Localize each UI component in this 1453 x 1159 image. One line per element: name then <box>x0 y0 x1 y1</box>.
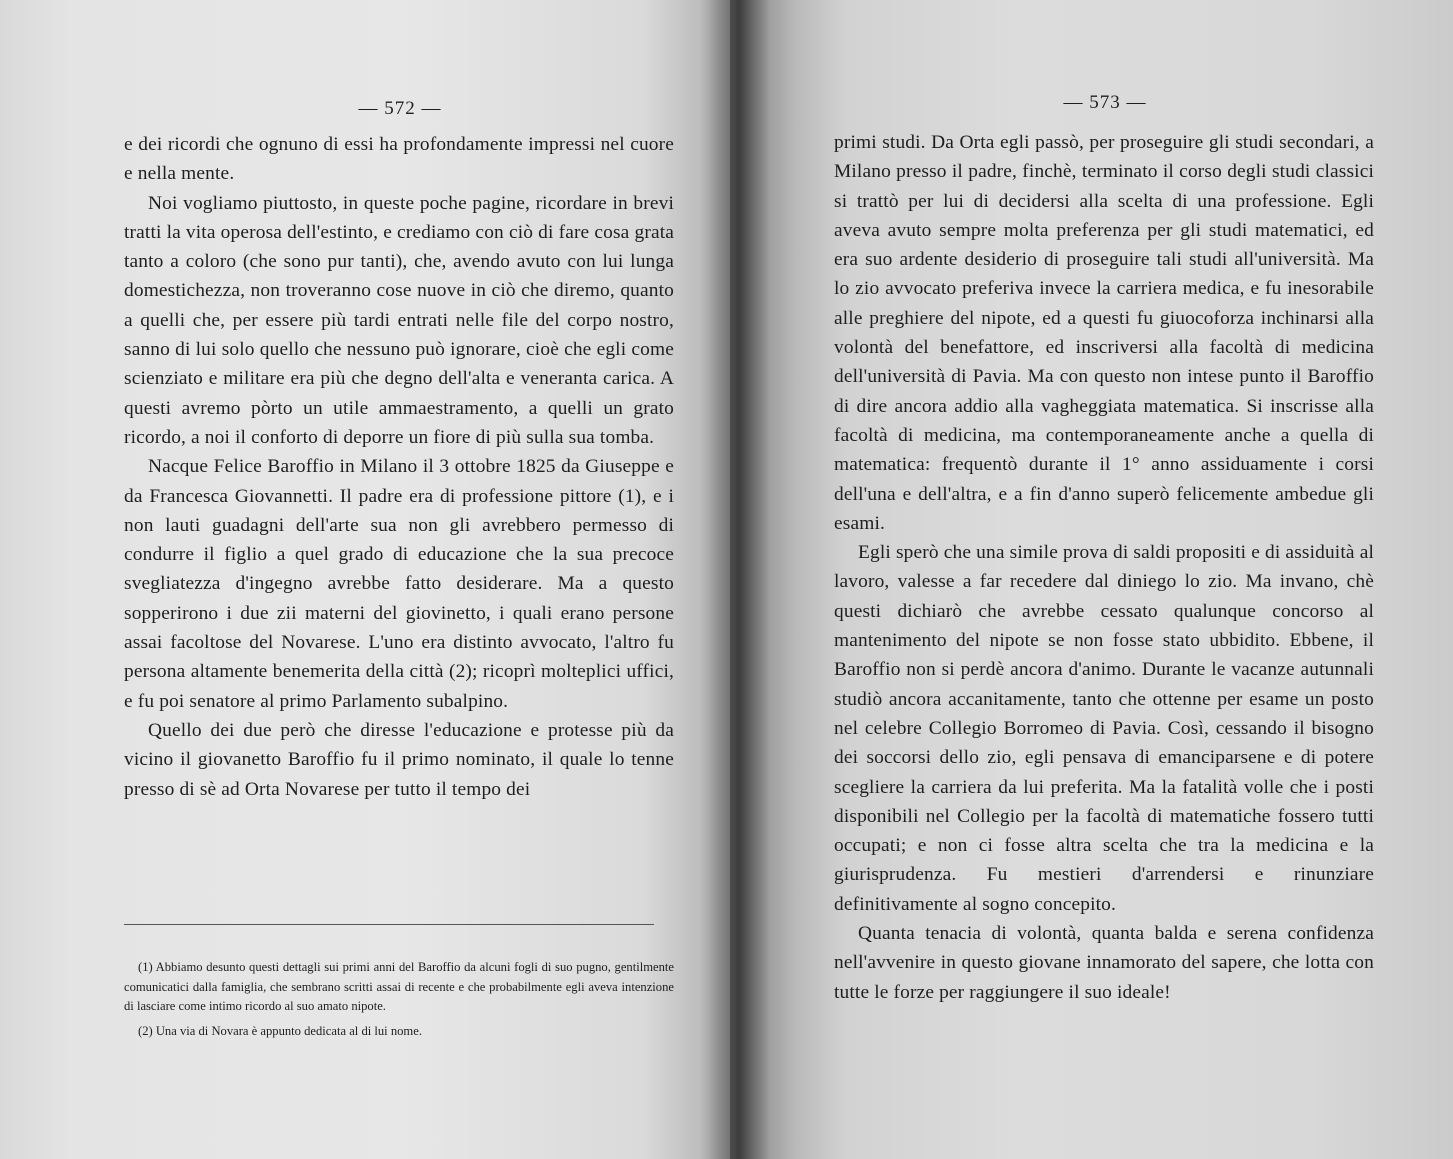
paragraph: e dei ricordi che ognuno di essi ha profondamente impressi nel cuore e nella mente. <box>124 134 674 185</box>
page-number-right: — 573 — <box>1063 92 1147 113</box>
paragraph: Egli sperò che una simile prova di saldi propositi e di assiduità al lavoro, valesse a far recedere dal diniego lo zio. Ma invano, chè questi dichiarò che avrebbe cessato qualunque concorso al mantenimento del nipote se non fosse stato ubbidito. Ebbene, il Baroffio non si perdè ancora d'animo. Durante le vacanze autunnali studiò ancora accanitamente, tanto che ottenne per esame un posto nel celebre Collegio Borromeo di Pavia. Così, cessando il bisogno dei soccorsi dello zio, egli pensava di emanciparsene e di potere scegliere la carriera da lui preferita. Ma la fatalità volle che i posti disponibili nel Collegio per la facoltà di matematiche fossero tutti occupati; e non ci fosse altra scelta che tra la medicina e la giurisprudenza. Fu mestieri d'arrendersi e rinunziare definitivamente al sogno concepito. <box>834 542 1374 915</box>
paragraph: Noi vogliamo piuttosto, in queste poche pagine, ricordare in brevi tratti la vita operosa dell'estinto, e crediamo con ciò di fare cosa grata tanto a coloro (che sono pur tanti), che, avendo avuto con lui lunga domestichezza, non troveranno cose nuove in ciò che diremo, quanto a quelli che, per essere più tardi entrati nelle file del corpo nostro, sanno di lui solo quello che nessuno può ignorare, cioè che egli come scienziato e militare era più che degno dell'alta e veneranta carica. A questi avremo pòrto un utile ammaestramento, a quelli un grato ricordo, a noi il conforto di deporre un fiore di più sulla sua tomba. <box>124 192 674 448</box>
footnote-divider <box>124 924 654 925</box>
book-spine-shadow <box>700 0 770 1159</box>
paragraph: Quanta tenacia di volontà, quanta balda e serena confidenza nell'avvenire in questo giovane innamorato del sapere, che lotta con tutte le forze per raggiungere il suo ideale! <box>834 923 1374 1003</box>
left-page-body <box>124 130 674 804</box>
footnotes <box>124 958 674 1041</box>
right-page <box>730 0 1453 1159</box>
paragraph: primi studi. Da Orta egli passò, per proseguire gli studi secondari, a Milano presso il padre, finchè, terminato il corso degli studi classici si trattò per lui di decidersi alla scelta di una professione. Egli aveva avuto sempre molta preferenza per gli studi matematici, ed era suo ardente desiderio di proseguire tali studi all'università. Ma lo zio avvocato preferiva invece la carriera medica, e fu inesorabile alle preghiere del nipote, ed a questi fu giuocoforza inchinarsi alla volontà del benefattore, ed inscriversi alla facoltà di medicina dell'università di Pavia. Ma con questo non intese punto il Baroffio di dire ancora addio alla vagheggiata matematica. Si inscrisse alla facoltà di medicina, ma contemporaneamente anche a quella di matematica: frequentò durante il 1° anno assiduamente i corsi dell'una e dell'altra, e a fin d'anno superò felicemente ambedue gli esami. <box>834 132 1374 534</box>
paragraph: Nacque Felice Baroffio in Milano il 3 ottobre 1825 da Giuseppe e da Francesca Giovannetti. Il padre era di professione pittore (1), e i non lauti guadagni dell'arte sua non gli avrebbero permesso di condurre il figlio a quel grado di educazione che la sua precoce svegliatezza d'ingegno avrebbe fatto desiderare. Ma a questo sopperirono i due zii materni del giovinetto, i quali erano persone assai facoltose del Novarese. L'uno era distinto avvocato, l'altro fu persona altamente benemerita della città (2); ricoprì molteplici uffici, e fu poi senatore al primo Parlamento subalpino. <box>124 456 674 712</box>
page-number-left: — 572 — <box>358 98 442 119</box>
paragraph: Quello dei due però che diresse l'educazione e protesse più da vicino il giovanetto Baroffio fu il primo nominato, il quale lo tenne presso di sè ad Orta Novarese per tutto il tempo dei <box>124 719 674 800</box>
right-page-body <box>834 128 1374 1007</box>
footnote: (2) Una via di Novara è appunto dedicata al di lui nome. <box>138 1023 422 1038</box>
footnote: (1) Abbiamo desunto questi dettagli sui primi anni del Baroffio da alcuni fogli di suo pugno, gentilmente comunicatici dalla famiglia, che sembrano scritti assai di recente e che probabilmente egli aveva intenzione di lasciare come intimo ricordo al suo amato nipote. <box>124 960 674 1013</box>
